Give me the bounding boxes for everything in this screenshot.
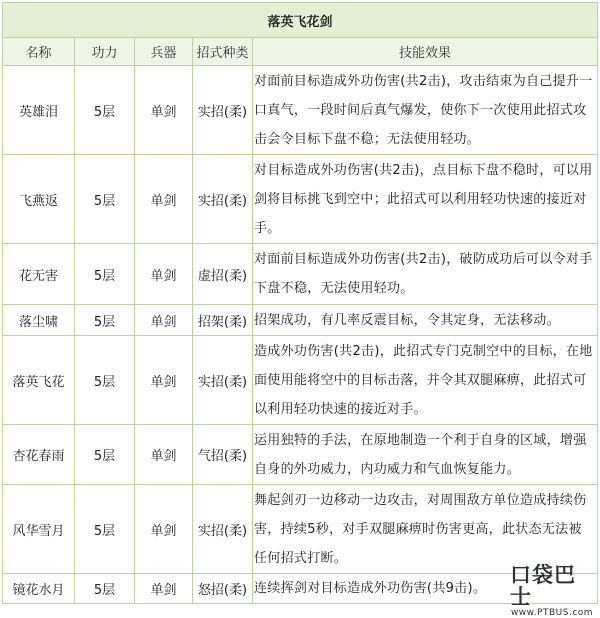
skill-name: 镜花水月 bbox=[3, 574, 75, 604]
skill-type: 招架(柔) bbox=[193, 305, 253, 336]
skill-type: 怒招(柔) bbox=[193, 574, 253, 604]
table-row bbox=[3, 155, 598, 244]
skill-name: 落尘啸 bbox=[3, 305, 75, 336]
skill-effect: 对面前目标造成外功伤害(共2击)，攻击结束为自己提升一口真气，一段时间后真气爆发，使你下一次使用此招式攻击会令目标下盘不稳；无法使用轻功。 bbox=[253, 66, 598, 155]
skill-weapon: 单剑 bbox=[135, 155, 193, 244]
skill-type: 实招(柔) bbox=[193, 485, 253, 574]
skills-table bbox=[2, 2, 598, 604]
skill-weapon: 单剑 bbox=[135, 336, 193, 425]
table-row bbox=[3, 305, 598, 336]
header-weapon: 兵器 bbox=[135, 38, 193, 66]
watermark-logo: 口袋巴士 bbox=[510, 563, 576, 609]
table-row bbox=[3, 425, 598, 485]
table-row bbox=[3, 336, 598, 425]
skill-name: 飞燕返 bbox=[3, 155, 75, 244]
skill-effect: 招架成功，有几率反震目标，令其定身，无法移动。 bbox=[253, 305, 598, 336]
skill-effect: 对目标造成外功伤害(共2击)，点目标下盘不稳时，可以用剑将目标挑飞到空中；此招式可以利用轻功快速的接近对手。 bbox=[253, 155, 598, 244]
skill-type: 实招(柔) bbox=[193, 155, 253, 244]
skill-type: 气招(柔) bbox=[193, 425, 253, 485]
skill-weapon: 单剑 bbox=[135, 66, 193, 155]
skill-level: 5层 bbox=[75, 336, 135, 425]
skill-level: 5层 bbox=[75, 244, 135, 305]
watermark-url: www.PTBUS.com bbox=[510, 608, 594, 618]
table-row bbox=[3, 574, 598, 604]
table-row bbox=[3, 244, 598, 305]
skill-effect: 造成外功伤害(共2击)，此招式专门克制空中的目标，在地面使用能将空中的目标击落，并令其双腿麻痹，此招式可以利用轻功快速的接近对手。 bbox=[253, 336, 598, 425]
header-type: 招式种类 bbox=[193, 38, 253, 66]
skill-level: 5层 bbox=[75, 305, 135, 336]
table-row bbox=[3, 66, 598, 155]
header-effect: 技能效果 bbox=[253, 38, 598, 66]
table-row bbox=[3, 485, 598, 574]
skill-effect: 舞起剑刃一边移动一边攻击，对周围敌方单位造成持续伤害，持续5秒，对手双腿麻痹时伤害更高，此状态无法被任何招式打断。 bbox=[253, 485, 598, 574]
skill-effect: 对面前目标造成外功伤害(共2击)，破防成功后可以令对手下盘不稳，无法使用轻功。 bbox=[253, 244, 598, 305]
skill-name: 花无害 bbox=[3, 244, 75, 305]
skill-weapon: 单剑 bbox=[135, 244, 193, 305]
skill-name: 英雄泪 bbox=[3, 66, 75, 155]
table-title-row bbox=[3, 3, 598, 38]
header-level: 功力 bbox=[75, 38, 135, 66]
skill-level: 5层 bbox=[75, 574, 135, 604]
skill-effect: 运用独特的手法，在原地制造一个利于自身的区域，增强自身的外功威力，内功威力和气血恢复能力。 bbox=[253, 425, 598, 485]
skill-weapon: 单剑 bbox=[135, 574, 193, 604]
site-watermark bbox=[510, 563, 594, 618]
skill-name: 落英飞花 bbox=[3, 336, 75, 425]
skill-name: 风华雪月 bbox=[3, 485, 75, 574]
skill-level: 5层 bbox=[75, 485, 135, 574]
header-row bbox=[3, 38, 598, 66]
header-name: 名称 bbox=[3, 38, 75, 66]
skill-effect: 连续挥剑对目标造成外功伤害(共9击)。 bbox=[253, 574, 598, 604]
skill-weapon: 单剑 bbox=[135, 305, 193, 336]
skill-type: 虚招(柔) bbox=[193, 244, 253, 305]
skill-name: 杏花春雨 bbox=[3, 425, 75, 485]
skill-level: 5层 bbox=[75, 66, 135, 155]
skill-type: 实招(柔) bbox=[193, 336, 253, 425]
skill-type: 实招(柔) bbox=[193, 66, 253, 155]
skill-weapon: 单剑 bbox=[135, 425, 193, 485]
skill-level: 5层 bbox=[75, 425, 135, 485]
skill-weapon: 单剑 bbox=[135, 485, 193, 574]
skill-level: 5层 bbox=[75, 155, 135, 244]
table-title: 落英飞花剑 bbox=[3, 3, 598, 38]
